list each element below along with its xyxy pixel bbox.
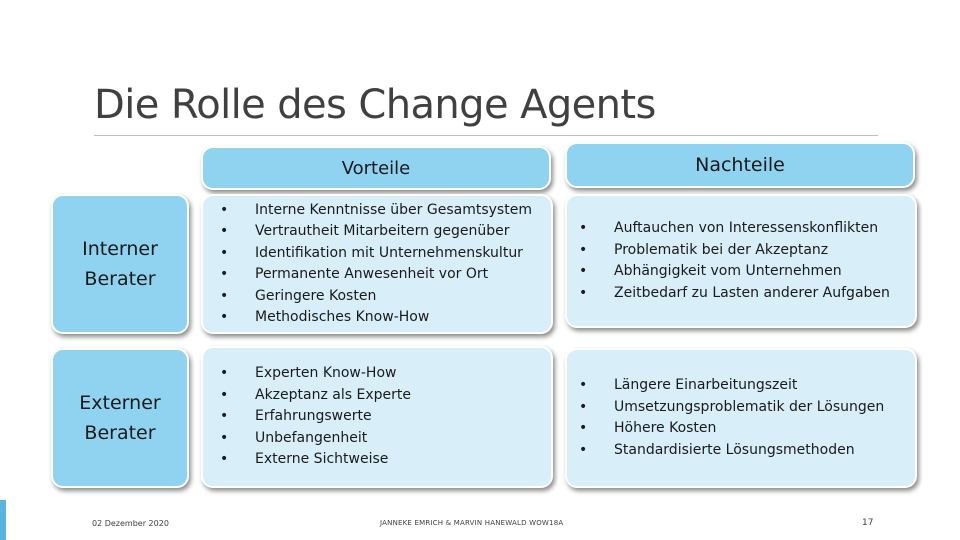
list-item: • Unbefangenheit <box>220 428 411 450</box>
list-item: • Akzeptanz als Experte <box>220 385 411 407</box>
list-item: • Höhere Kosten <box>579 418 884 440</box>
title-divider <box>94 135 878 136</box>
list-item: • Längere Einarbeitungszeit <box>579 375 884 397</box>
list-externer-vorteile <box>220 363 411 471</box>
list-item: • Abhängigkeit vom Unternehmen <box>579 261 890 283</box>
cell-externer-vorteile <box>201 346 553 488</box>
header-nachteile <box>565 142 915 188</box>
list-item: • Experten Know-How <box>220 363 411 385</box>
list-item: • Erfahrungswerte <box>220 406 411 428</box>
cell-externer-nachteile <box>565 348 917 488</box>
row-label-line1: Externer <box>79 392 161 414</box>
list-item: • Zeitbedarf zu Lasten anderer Aufgaben <box>579 283 890 305</box>
list-item: • Methodisches Know-How <box>220 307 532 329</box>
list-item: • Interne Kenntnisse über Gesamtsystem <box>220 200 532 222</box>
list-item: • Standardisierte Lösungsmethoden <box>579 440 884 462</box>
footer-page-number: 17 <box>862 518 874 528</box>
header-vorteile-label: Vorteile <box>341 157 411 179</box>
row-header-externer-berater <box>51 348 189 488</box>
header-nachteile-label: Nachteile <box>695 154 785 176</box>
list-interner-nachteile <box>579 218 890 304</box>
row-label-line1: Interner <box>82 238 158 260</box>
row-label-line2: Berater <box>84 422 156 444</box>
footer-date: 02 Dezember 2020 <box>92 519 169 528</box>
list-item: • Problematik bei der Akzeptanz <box>579 240 890 262</box>
list-item: • Permanente Anwesenheit vor Ort <box>220 264 532 286</box>
footer-accent-bar <box>0 500 6 540</box>
row-label-line2: Berater <box>84 268 156 290</box>
header-vorteile <box>201 146 551 190</box>
footer-authors: JANNEKE EMRICH & MARVIN HANEWALD WOW18A <box>380 519 564 527</box>
list-item: • Geringere Kosten <box>220 286 532 308</box>
row-header-interner-berater <box>51 194 189 334</box>
list-externer-nachteile <box>579 375 884 461</box>
cell-interner-nachteile <box>565 194 917 328</box>
list-item: • Auftauchen von Interessenskonflikten <box>579 218 890 240</box>
list-item: • Vertrautheit Mitarbeitern gegenüber <box>220 221 532 243</box>
list-item: • Externe Sichtweise <box>220 449 411 471</box>
cell-interner-vorteile <box>201 194 553 334</box>
slide-title: Die Rolle des Change Agents <box>94 82 656 128</box>
list-item: • Umsetzungsproblematik der Lösungen <box>579 397 884 419</box>
list-item: • Identifikation mit Unternehmenskultur <box>220 243 532 265</box>
list-interner-vorteile <box>220 200 532 329</box>
